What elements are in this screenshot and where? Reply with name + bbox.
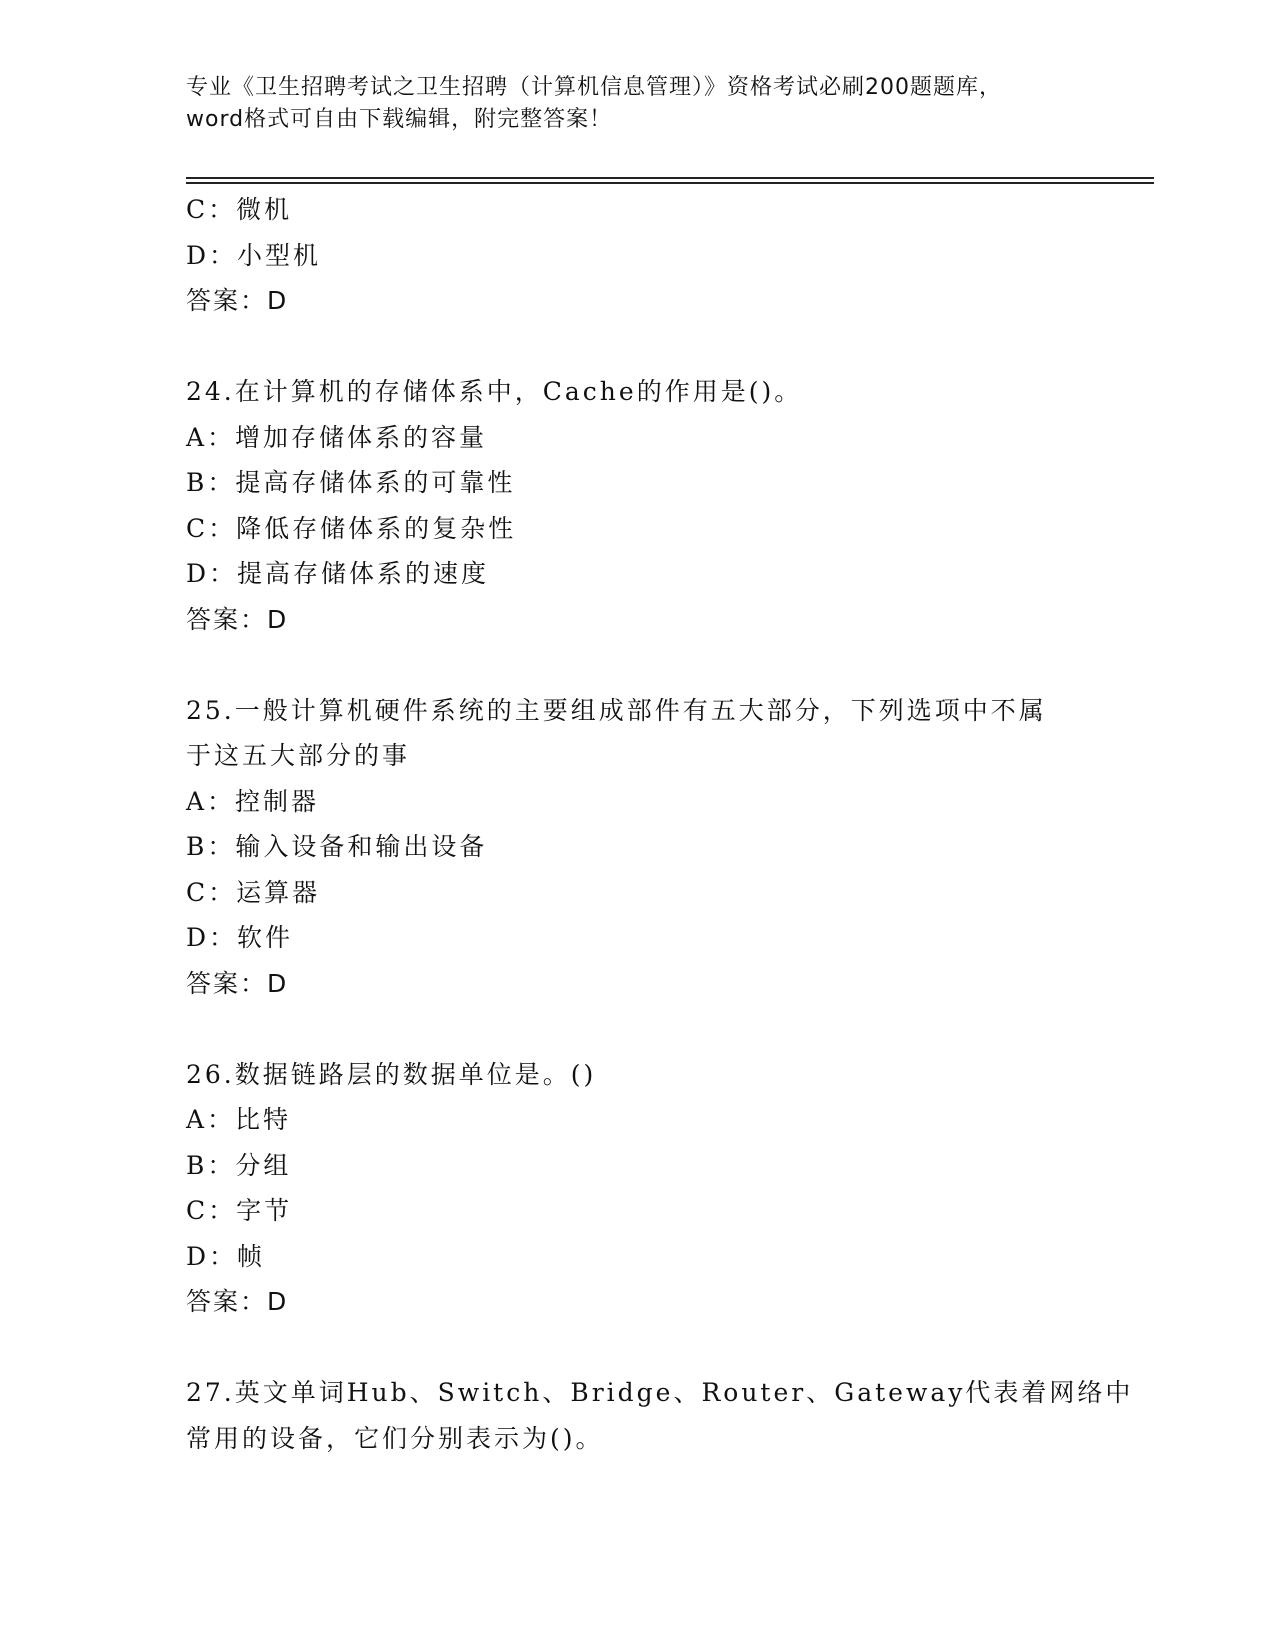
option-a: A：控制器: [186, 786, 320, 816]
question-text: 25.一般计算机硬件系统的主要组成部件有五大部分，下列选项中不属: [186, 695, 1047, 725]
question-27: [186, 1370, 1146, 1461]
page-header: [186, 72, 1086, 136]
spacer: [186, 642, 1146, 688]
answer-line: 答案：D: [186, 1287, 289, 1316]
answer-line: 答案：D: [186, 286, 289, 315]
option-c: C：字节: [186, 1196, 293, 1225]
header-divider-top: [186, 177, 1154, 179]
question-text-continued: 常用的设备，它们分别表示为()。: [186, 1423, 604, 1453]
question-text: 24.在计算机的存储体系中，Cache的作用是()。: [186, 377, 803, 406]
option-d: D：软件: [186, 923, 294, 952]
option-c: C：降低存储体系的复杂性: [186, 513, 517, 543]
header-line-1: 专业《卫生招聘考试之卫生招聘（计算机信息管理）》资格考试必刷200题题库，: [186, 75, 1002, 100]
spacer: [186, 1006, 1146, 1052]
question-text: 26.数据链路层的数据单位是。(): [186, 1059, 597, 1089]
option-c: C：微机: [186, 195, 293, 224]
option-b: B：提高存储体系的可靠性: [186, 468, 516, 497]
question-25: [186, 688, 1146, 1007]
option-d: D：帧: [186, 1241, 266, 1271]
option-c: C：运算器: [186, 877, 321, 907]
answer-line: 答案：D: [186, 968, 289, 998]
question-23-continued: [186, 187, 1146, 324]
option-b: B：分组: [186, 1150, 292, 1180]
spacer: [186, 1325, 1146, 1371]
option-a: A：比特: [186, 1105, 292, 1134]
header-divider-bottom: [186, 182, 1154, 184]
question-26: [186, 1052, 1146, 1325]
question-text: 27.英文单词Hub、Switch、Bridge、Router、Gateway代表着网络中: [186, 1378, 1134, 1407]
spacer: [186, 324, 1146, 370]
question-text-continued: 于这五大部分的事: [186, 741, 411, 770]
answer-line: 答案：D: [186, 604, 289, 634]
option-b: B：输入设备和输出设备: [186, 832, 488, 861]
header-line-2: word格式可自由下载编辑，附完整答案！: [186, 107, 613, 132]
option-d: D：提高存储体系的速度: [186, 559, 490, 588]
option-a: A：增加存储体系的容量: [186, 422, 488, 452]
option-d: D：小型机: [186, 240, 322, 270]
question-24: [186, 369, 1146, 642]
document-body: [186, 187, 1146, 1461]
